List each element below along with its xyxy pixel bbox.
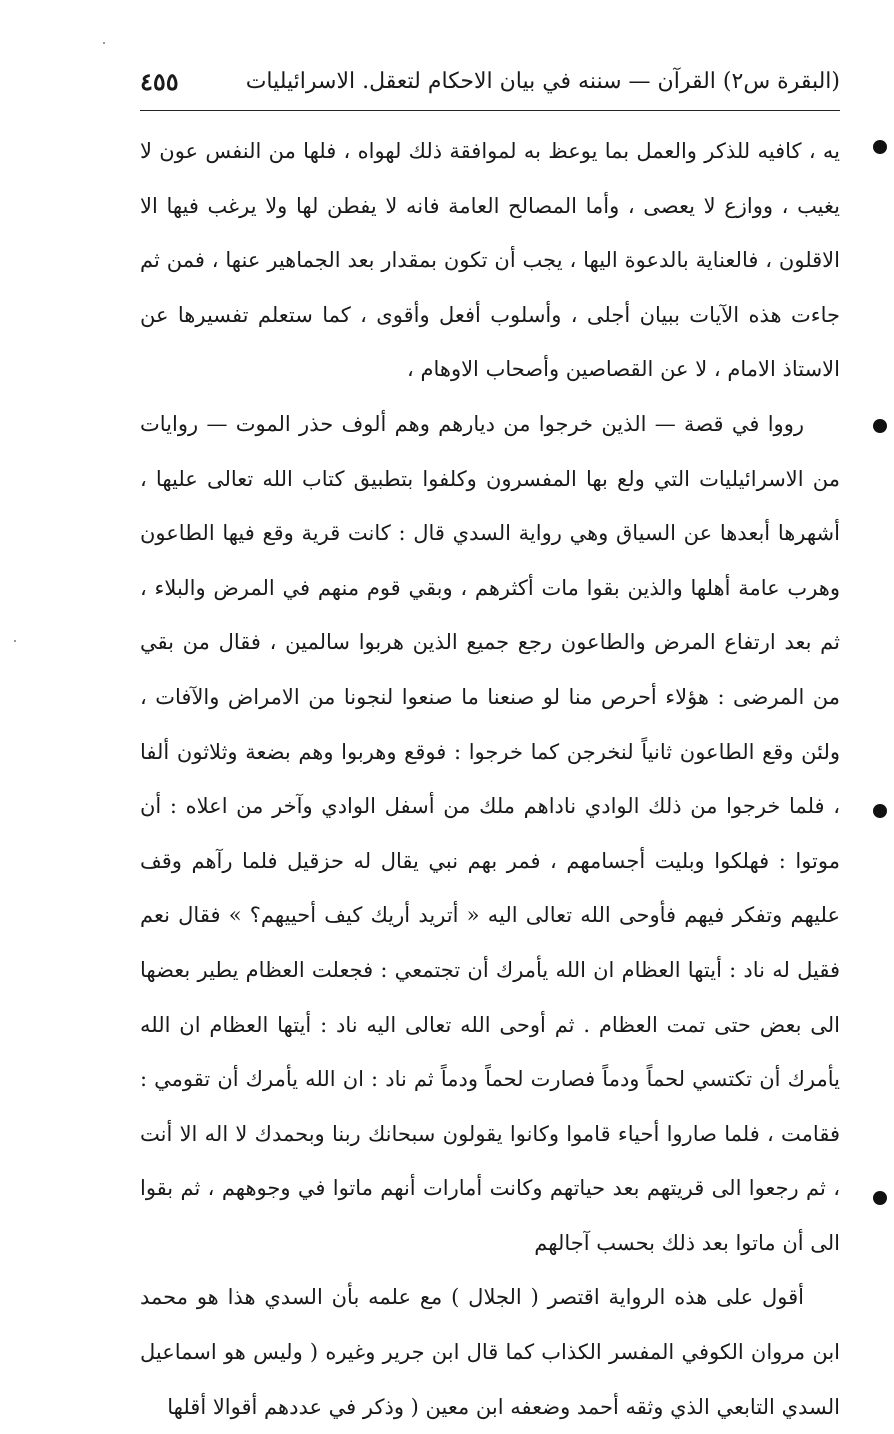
page-number: ٤٥٥ [140, 66, 179, 96]
scan-speck [103, 42, 105, 44]
header-rule [140, 110, 840, 111]
running-header [140, 56, 840, 106]
paragraph-1: يه ، كافيه للذكر والعمل بما يوعظ به لموافقة ذلك لهواه ، فلها من النفس عون لا يغيب ، ووازع لا يعصى ، وأما المصالح العامة فانه لا يفطن لها ولا يرغب فيها الا الاقلون ، فالعناية بالدعوة اليها ، يجب أن تكون بمقدار بعد الجماهير عنها ، فمن ثم جاءت هذه الآيات ببيان أجلى ، وأسلوب أفعل وأقوى ، كما ستعلم تفسيرها عن الاستاذ الامام ، لا عن القصاصين وأصحاب الاوهام ، [140, 139, 840, 382]
header-title: (البقرة س٢) القرآن — سننه في بيان الاحكام لتعقل. الاسرائيليات [245, 68, 840, 94]
body-text [140, 124, 840, 1434]
paragraph-2: رووا في قصة — الذين خرجوا من ديارهم وهم ألوف حذر الموت — روايات من الاسرائيليات التي ولع بها المفسرون وكلفوا بتطبيق كتاب الله تعالى عليها ، أشهرها أبعدها عن السياق وهي رواية السدي قال : كانت قرية وقع فيها الطاعون وهرب عامة أهلها والذين بقوا مات أكثرهم ، وبقي قوم منهم في المرض والبلاء ، ثم بعد ارتفاع المرض والطاعون رجع جميع الذين هربوا سالمين ، فقال من بقي من المرضى : هؤلاء أحرص منا لو صنعنا ما صنعوا لنجونا من الامراض والآفات ، ولئن وقع الطاعون ثانياً لنخرجن كما خرجوا : فوقع وهربوا وهم بضعة وثلاثون ألفا ، فلما خرجوا من ذلك الوادي ناداهم ملك من أسفل الوادي وآخر من اعلاه : أن موتوا : فهلكوا وبليت أجسامهم ، فمر بهم نبي يقال له حزقيل فلما رآهم وقف عليهم وتفكر فيهم فأوحى الله تعالى اليه « أتريد أريك كيف أحييهم؟ » فقال نعم فقيل له ناد : أيتها العظام ان الله يأمرك أن تجتمعي : فجعلت العظام يطير بعضها الى بعض حتى تمت العظام . ثم أوحى الله تعالى اليه ناد : أيتها العظام ان الله يأمرك أن تكتسي لحماً ودماً فصارت لحماً ودماً ثم ناد : ان الله يأمرك أن تقومي : فقامت ، فلما صاروا أحياء قاموا وكانوا يقولون سبحانك ربنا وبحمدك لا اله الا أنت ، ثم رجعوا الى قريتهم بعد حياتهم وكانت أمارات أنهم ماتوا في وجوههم ، ثم بقوا الى أن ماتوا بعد ذلك بحسب آجالهم [140, 411, 840, 1255]
binding-hole-mark [873, 804, 887, 818]
scan-speck [14, 640, 16, 642]
paragraph-3: أقول على هذه الرواية اقتصر ( الجلال ) مع علمه بأن السدي هذا هو محمد ابن مروان الكوفي المفسر الكذاب كما قال ابن جرير وغيره ( وليس هو اسماعيل السدي التابعي الذي وثقه أحمد وضعفه ابن معين ( وذكر في عددهم أقوالا أقلها [140, 1285, 840, 1419]
binding-hole-mark [873, 140, 887, 154]
binding-hole-mark [873, 419, 887, 433]
binding-hole-mark [873, 1191, 887, 1205]
